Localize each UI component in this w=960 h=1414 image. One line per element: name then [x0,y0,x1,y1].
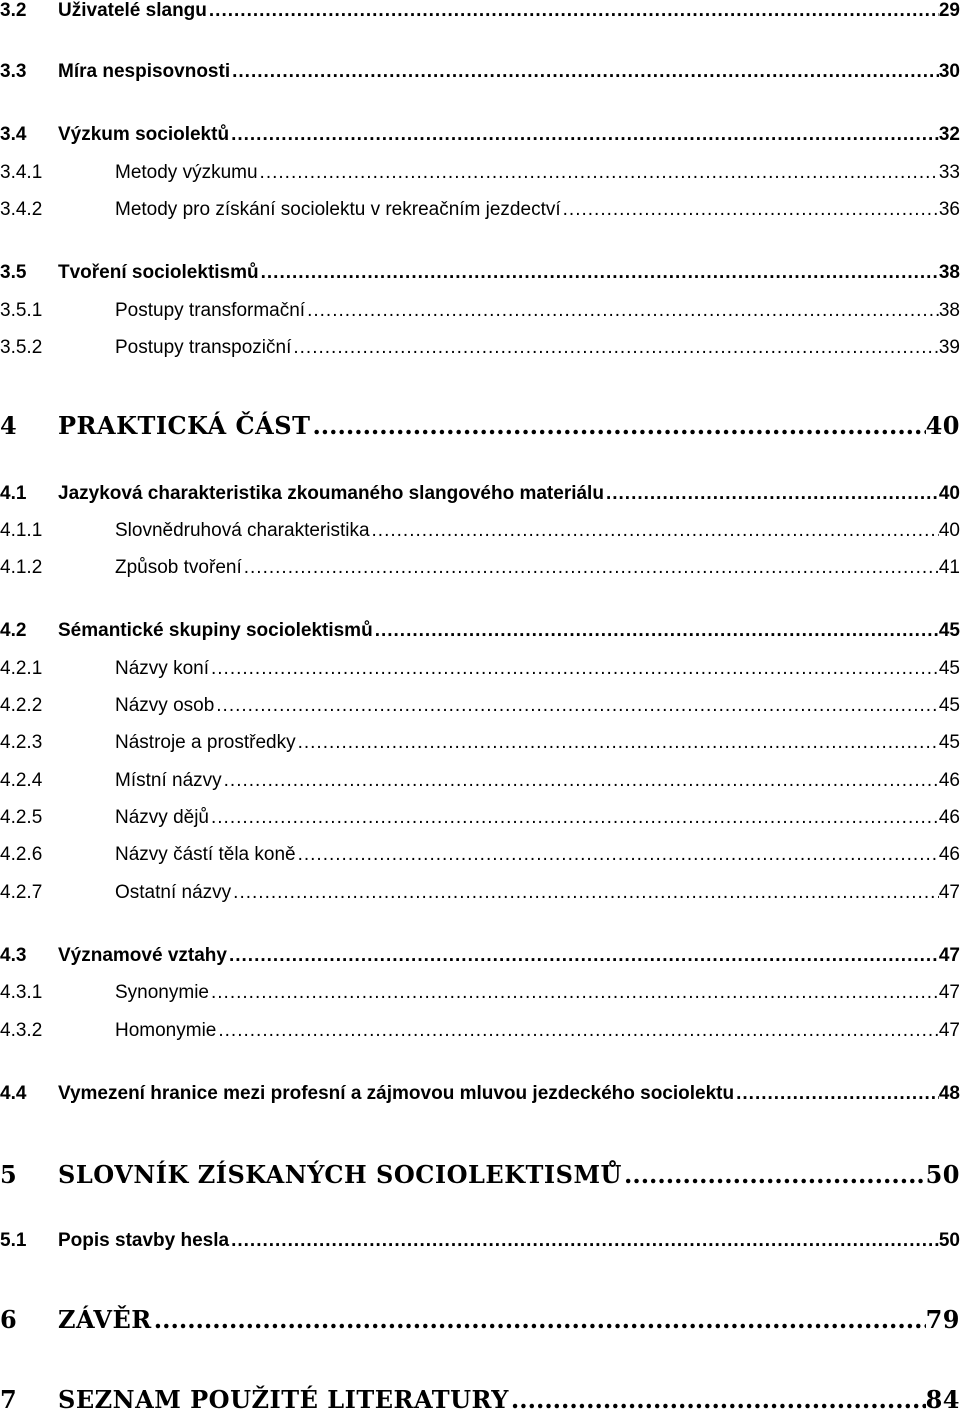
toc-entry[interactable] [0,61,960,83]
toc-dot-leader [207,0,939,22]
toc-entry-page: 30 [938,61,960,82]
toc-entry-number: 3.4 [0,124,27,145]
toc-entry-page: 38 [938,262,960,283]
toc-entry-title: Synonymie [115,982,209,1003]
toc-dot-leader [561,199,939,221]
toc-entry-number: 4.2.7 [0,882,43,903]
toc-entry-title: Názvy dějů [115,807,209,828]
toc-entry-title: Postupy transpoziční [115,337,292,358]
toc-entry-number: 4.3.2 [0,1020,43,1041]
toc-dot-leader [227,945,939,967]
toc-entry-page: 50 [925,1160,960,1189]
toc-entry[interactable] [0,124,960,146]
toc-chapter-entry[interactable] [0,411,960,440]
toc-entry-title: Uživatelé slangu [58,0,207,21]
toc-entry[interactable] [0,807,960,829]
toc-entry-title: Názvy koní [115,658,209,679]
toc-entry[interactable] [0,199,960,221]
toc-entry-number: 4.2.3 [0,732,43,753]
toc-entry[interactable] [0,658,960,680]
toc-entry-page: 36 [938,199,960,220]
toc-entry-page: 38 [938,300,960,321]
toc-entry-title: Výzkum sociolektů [58,124,230,145]
toc-entry-number: 4.1 [0,483,27,504]
toc-entry-number: 4.2.5 [0,807,43,828]
toc-entry-page: 39 [938,337,960,358]
toc-entry-page: 48 [938,1083,960,1104]
toc-entry-page: 46 [938,807,960,828]
toc-dot-leader [310,411,925,440]
toc-entry[interactable] [0,1020,960,1042]
toc-entry-number: 5 [0,1160,18,1189]
toc-entry-title: SEZNAM POUŽITÉ LITERATURY [58,1385,509,1414]
toc-entry-page: 33 [938,162,960,183]
toc-entry[interactable] [0,337,960,359]
toc-entry-title: Postupy transformační [115,300,306,321]
toc-entry-number: 4.2.4 [0,770,43,791]
toc-entry-title: Popis stavby hesla [58,1230,230,1251]
toc-entry[interactable] [0,262,960,284]
toc-entry-number: 3.5 [0,262,27,283]
toc-entry-number: 3.5.2 [0,337,43,358]
toc-entry-page: 41 [938,557,960,578]
toc-entry[interactable] [0,0,960,22]
toc-dot-leader [209,982,939,1004]
toc-entry-title: ZÁVĚR [58,1305,152,1334]
toc-dot-leader [373,620,939,642]
toc-entry-title: Ostatní názvy [115,882,232,903]
toc-entry-number: 4 [0,411,18,440]
toc-dot-leader [604,483,939,505]
toc-entry-page: 45 [938,732,960,753]
toc-entry-page: 45 [938,658,960,679]
toc-entry-number: 4.3 [0,945,27,966]
toc-dot-leader [305,300,939,322]
toc-dot-leader [296,844,939,866]
toc-dot-leader [242,557,939,579]
toc-dot-leader [258,162,939,184]
toc-entry-title: Slovnědruhová charakteristika [115,520,370,541]
toc-dot-leader [296,732,939,754]
toc-dot-leader [734,1083,939,1105]
toc-entry-title: Názvy osob [115,695,215,716]
toc-dot-leader [209,658,939,680]
toc-entry-page: 45 [938,620,960,641]
toc-dot-leader [231,882,939,904]
toc-dot-leader [230,61,939,83]
toc-entry-title: Vymezení hranice mezi profesní a zájmovou mluvou jezdeckého sociolektu [58,1083,735,1104]
toc-entry[interactable] [0,982,960,1004]
toc-entry[interactable] [0,557,960,579]
toc-dot-leader [222,770,939,792]
toc-entry-page: 46 [938,844,960,865]
toc-entry-title: Významové vztahy [58,945,227,966]
toc-entry-number: 3.4.1 [0,162,43,183]
toc-entry-page: 40 [925,411,960,440]
toc-dot-leader [209,807,939,829]
toc-entry-page: 50 [938,1230,960,1251]
toc-chapter-entry[interactable] [0,1305,960,1334]
toc-dot-leader [229,124,939,146]
toc-entry-title: PRAKTICKÁ ČÁST [58,411,311,440]
toc-entry[interactable] [0,945,960,967]
toc-entry-number: 4.2.1 [0,658,43,679]
toc-entry-number: 4.2.2 [0,695,43,716]
toc-entry[interactable] [0,162,960,184]
toc-entry-title: Názvy částí těla koně [115,844,296,865]
toc-entry-title: Nástroje a prostředky [115,732,296,753]
toc-entry-page: 47 [938,945,960,966]
toc-entry-number: 4.1.1 [0,520,43,541]
toc-entry-title: Metody pro získání sociolektu v rekreačním jezdectví [115,199,561,220]
toc-entry-number: 3.2 [0,0,27,21]
toc-entry-title: Míra nespisovnosti [58,61,231,82]
toc-entry-number: 6 [0,1305,18,1334]
toc-entry-title: Jazyková charakteristika zkoumaného slangového materiálu [58,483,604,504]
toc-dot-leader [509,1385,926,1414]
toc-entry-page: 45 [938,695,960,716]
toc-entry-number: 4.2 [0,620,27,641]
toc-dot-leader [229,1230,939,1252]
toc-chapter-entry[interactable] [0,1160,960,1189]
toc-dot-leader [152,1305,926,1334]
toc-entry-page: 79 [925,1305,960,1334]
toc-entry-page: 40 [938,483,960,504]
toc-entry-page: 32 [938,124,960,145]
toc-dot-leader [291,337,938,359]
toc-entry-number: 3.5.1 [0,300,43,321]
toc-entry[interactable] [0,770,960,792]
toc-entry-title: Místní názvy [115,770,222,791]
toc-entry[interactable] [0,620,960,642]
toc-entry[interactable] [0,520,960,542]
toc-chapter-entry[interactable] [0,1385,960,1414]
toc-entry[interactable] [0,882,960,904]
toc-entry-title: Sémantické skupiny sociolektismů [58,620,373,641]
toc-entry-page: 46 [938,770,960,791]
toc-entry[interactable] [0,1230,960,1252]
toc-dot-leader [622,1160,926,1189]
toc-entry[interactable] [0,483,960,505]
toc-entry-title: Homonymie [115,1020,217,1041]
toc-entry-title: Metody výzkumu [115,162,258,183]
toc-entry[interactable] [0,844,960,866]
toc-entry-page: 47 [938,882,960,903]
toc-entry-number: 3.3 [0,61,27,82]
toc-entry-number: 4.2.6 [0,844,43,865]
toc-entry-title: SLOVNÍK ZÍSKANÝCH SOCIOLEKTISMŮ [58,1160,622,1189]
toc-entry-title: Tvoření sociolektismů [58,262,259,283]
toc-entry-title: Způsob tvoření [115,557,242,578]
toc-entry-page: 84 [925,1385,960,1414]
toc-dot-leader [216,1020,938,1042]
toc-entry-page: 40 [938,520,960,541]
toc-entry-page: 47 [938,982,960,1003]
toc-entry-number: 4.3.1 [0,982,43,1003]
toc-entry-number: 4.4 [0,1083,27,1104]
toc-entry[interactable] [0,732,960,754]
toc-entry[interactable] [0,1083,960,1105]
toc-entry[interactable] [0,300,960,322]
toc-dot-leader [214,695,939,717]
toc-entry-number: 4.1.2 [0,557,43,578]
toc-entry-number: 3.4.2 [0,199,43,220]
toc-entry[interactable] [0,695,960,717]
toc-entry-number: 7 [0,1385,18,1414]
toc-entry-number: 5.1 [0,1230,27,1251]
toc-dot-leader [259,262,939,284]
toc-entry-page: 29 [938,0,960,21]
toc-entry-page: 47 [938,1020,960,1041]
toc-dot-leader [370,520,939,542]
